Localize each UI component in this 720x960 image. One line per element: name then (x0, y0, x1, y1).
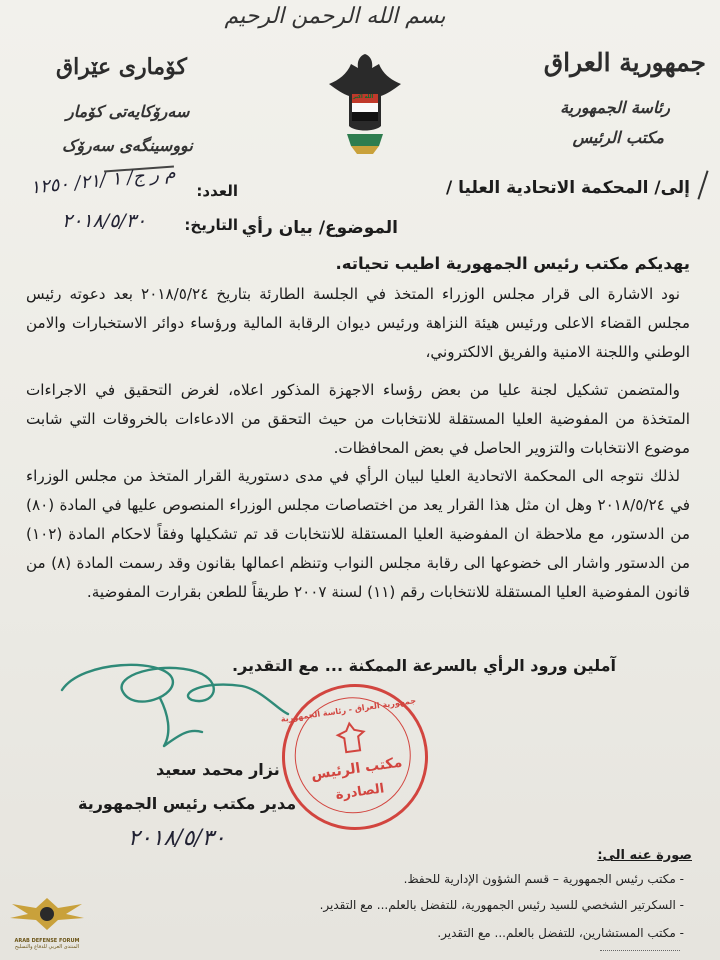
signatory-title: مدير مكتب رئيس الجمهورية (78, 794, 297, 813)
forum-watermark (6, 894, 88, 958)
signatory-date: ٢٠١٨/٥/٣٠ (128, 826, 226, 851)
date-label: التاريخ: (184, 216, 238, 234)
paragraph-2: والمتضمن تشكيل لجنة عليا من بعض رؤساء الاجهزة المذكور اعلاه، لغرض التحقيق في الاجراءات المتخذة من المفوضية العليا المستقلة للانتخابات من حيث التحقق من الادعاءات بالخروقات التي شابت موضوع الانتخابات والتزوير الحاصل في بعض المحافظات. (26, 381, 690, 457)
cc-cutoff-line (600, 950, 680, 957)
winged-emblem-icon (6, 894, 88, 934)
watermark-line2: المنتدى العربي للدفاع والتسليح (14, 944, 80, 950)
subject: الموضوع/ بيان رأي (241, 218, 398, 238)
number-label: العدد: (196, 182, 238, 200)
cc-item: - مكتب المستشارين، للتفضل بالعلم... مع التقدير. (437, 926, 684, 940)
eagle-emblem-icon (325, 50, 405, 162)
header-left-sub1: سەرۆکایەتی کۆمار (66, 102, 190, 121)
cc-item: - مكتب رئيس الجمهورية – قسم الشؤون الإدارية للحفظ. (403, 872, 684, 886)
stamp-eagle-icon (332, 719, 371, 759)
stamp-mid-text: مكتب الرئيس (310, 754, 404, 784)
paragraph-1: نود الاشارة الى قرار مجلس الوزراء المتخذ في الجلسة الطارئة بتاريخ ٢٠١٨/٥/٢٤ بعد دعوته رئيس مجلس القضاء الاعلى ورئيس هيئة النزاهة ورئيس ديوان الرقابة المالية ورؤساء دوائر الاستخبارات والامن الوطني واللجنة الامنية والفريق الالكتروني، (26, 285, 690, 361)
header-right-sub1: رئاسة الجمهورية (560, 98, 670, 117)
recipient: إلى/ المحكمة الاتحادية العليا / (446, 178, 690, 198)
paragraph-3: لذلك نتوجه الى المحكمة الاتحادية العليا لبيان الرأي في مدى دستورية القرار المتخذ من مجلس الوزراء في ٢٠١٨/٥/٢٤ وهل ان مثل هذا القرار يعد من اختصاصات مجلس الوزراء المنصوص عليها في المادة (٨٠) من الدستور، مع ملاحظة ان المفوضية العليا المستقلة للانتخابات قد تم تشكيلها وفقاً لاحكام المادة (١٠٢) من الدستور واشار الى خضوعها الى رقابة مجلس النواب وتنظم اعمالها بقانون وقد رسمت المادة (٨) من قانون المفوضية العليا المستقلة للانتخابات رقم (١١) لسنة ٢٠٠٧ طريقاً للطعن بقرارت المفوضية. (26, 467, 691, 601)
number-value: م ر ج/ ١ /٢١/ ١٢٥٠ (29, 162, 177, 199)
signature-icon (52, 650, 302, 760)
greeting: يهديكم مكتب رئيس الجمهورية اطيب تحياته. (335, 254, 690, 273)
closing: آملين ورود الرأي بالسرعة الممكنة ... مع التقدير. (231, 656, 616, 675)
signatory-name: نزار محمد سعيد (156, 760, 280, 779)
header-right-sub2: مكتب الرئيس (572, 128, 664, 147)
header-left-sub2: نووسینگەی سەرۆک (62, 136, 193, 155)
cc-title: صورة عنه الى: (597, 848, 692, 863)
header-right-title: جمهورية العراق (543, 48, 706, 77)
emblem-text: الله اكبر (353, 94, 374, 100)
watermark-line1: ARAB DEFENSE FORUM (14, 938, 80, 944)
cc-item: - السكرتير الشخصي للسيد رئيس الجمهورية، للتفضل بالعلم... مع التقدير. (319, 898, 684, 912)
date-value: ٢٠١٨/٥/٣٠ (62, 210, 147, 232)
stamp-top-text: جمهورية العراق - رئاسة الجمهورية (280, 696, 417, 724)
recipient-slash (697, 170, 708, 199)
stamp-bottom-text: الصادرة (334, 781, 386, 803)
header-left-title: كۆماری عێراق (56, 54, 187, 80)
basmala: بسم الله الرحمن الرحيم (224, 4, 446, 29)
